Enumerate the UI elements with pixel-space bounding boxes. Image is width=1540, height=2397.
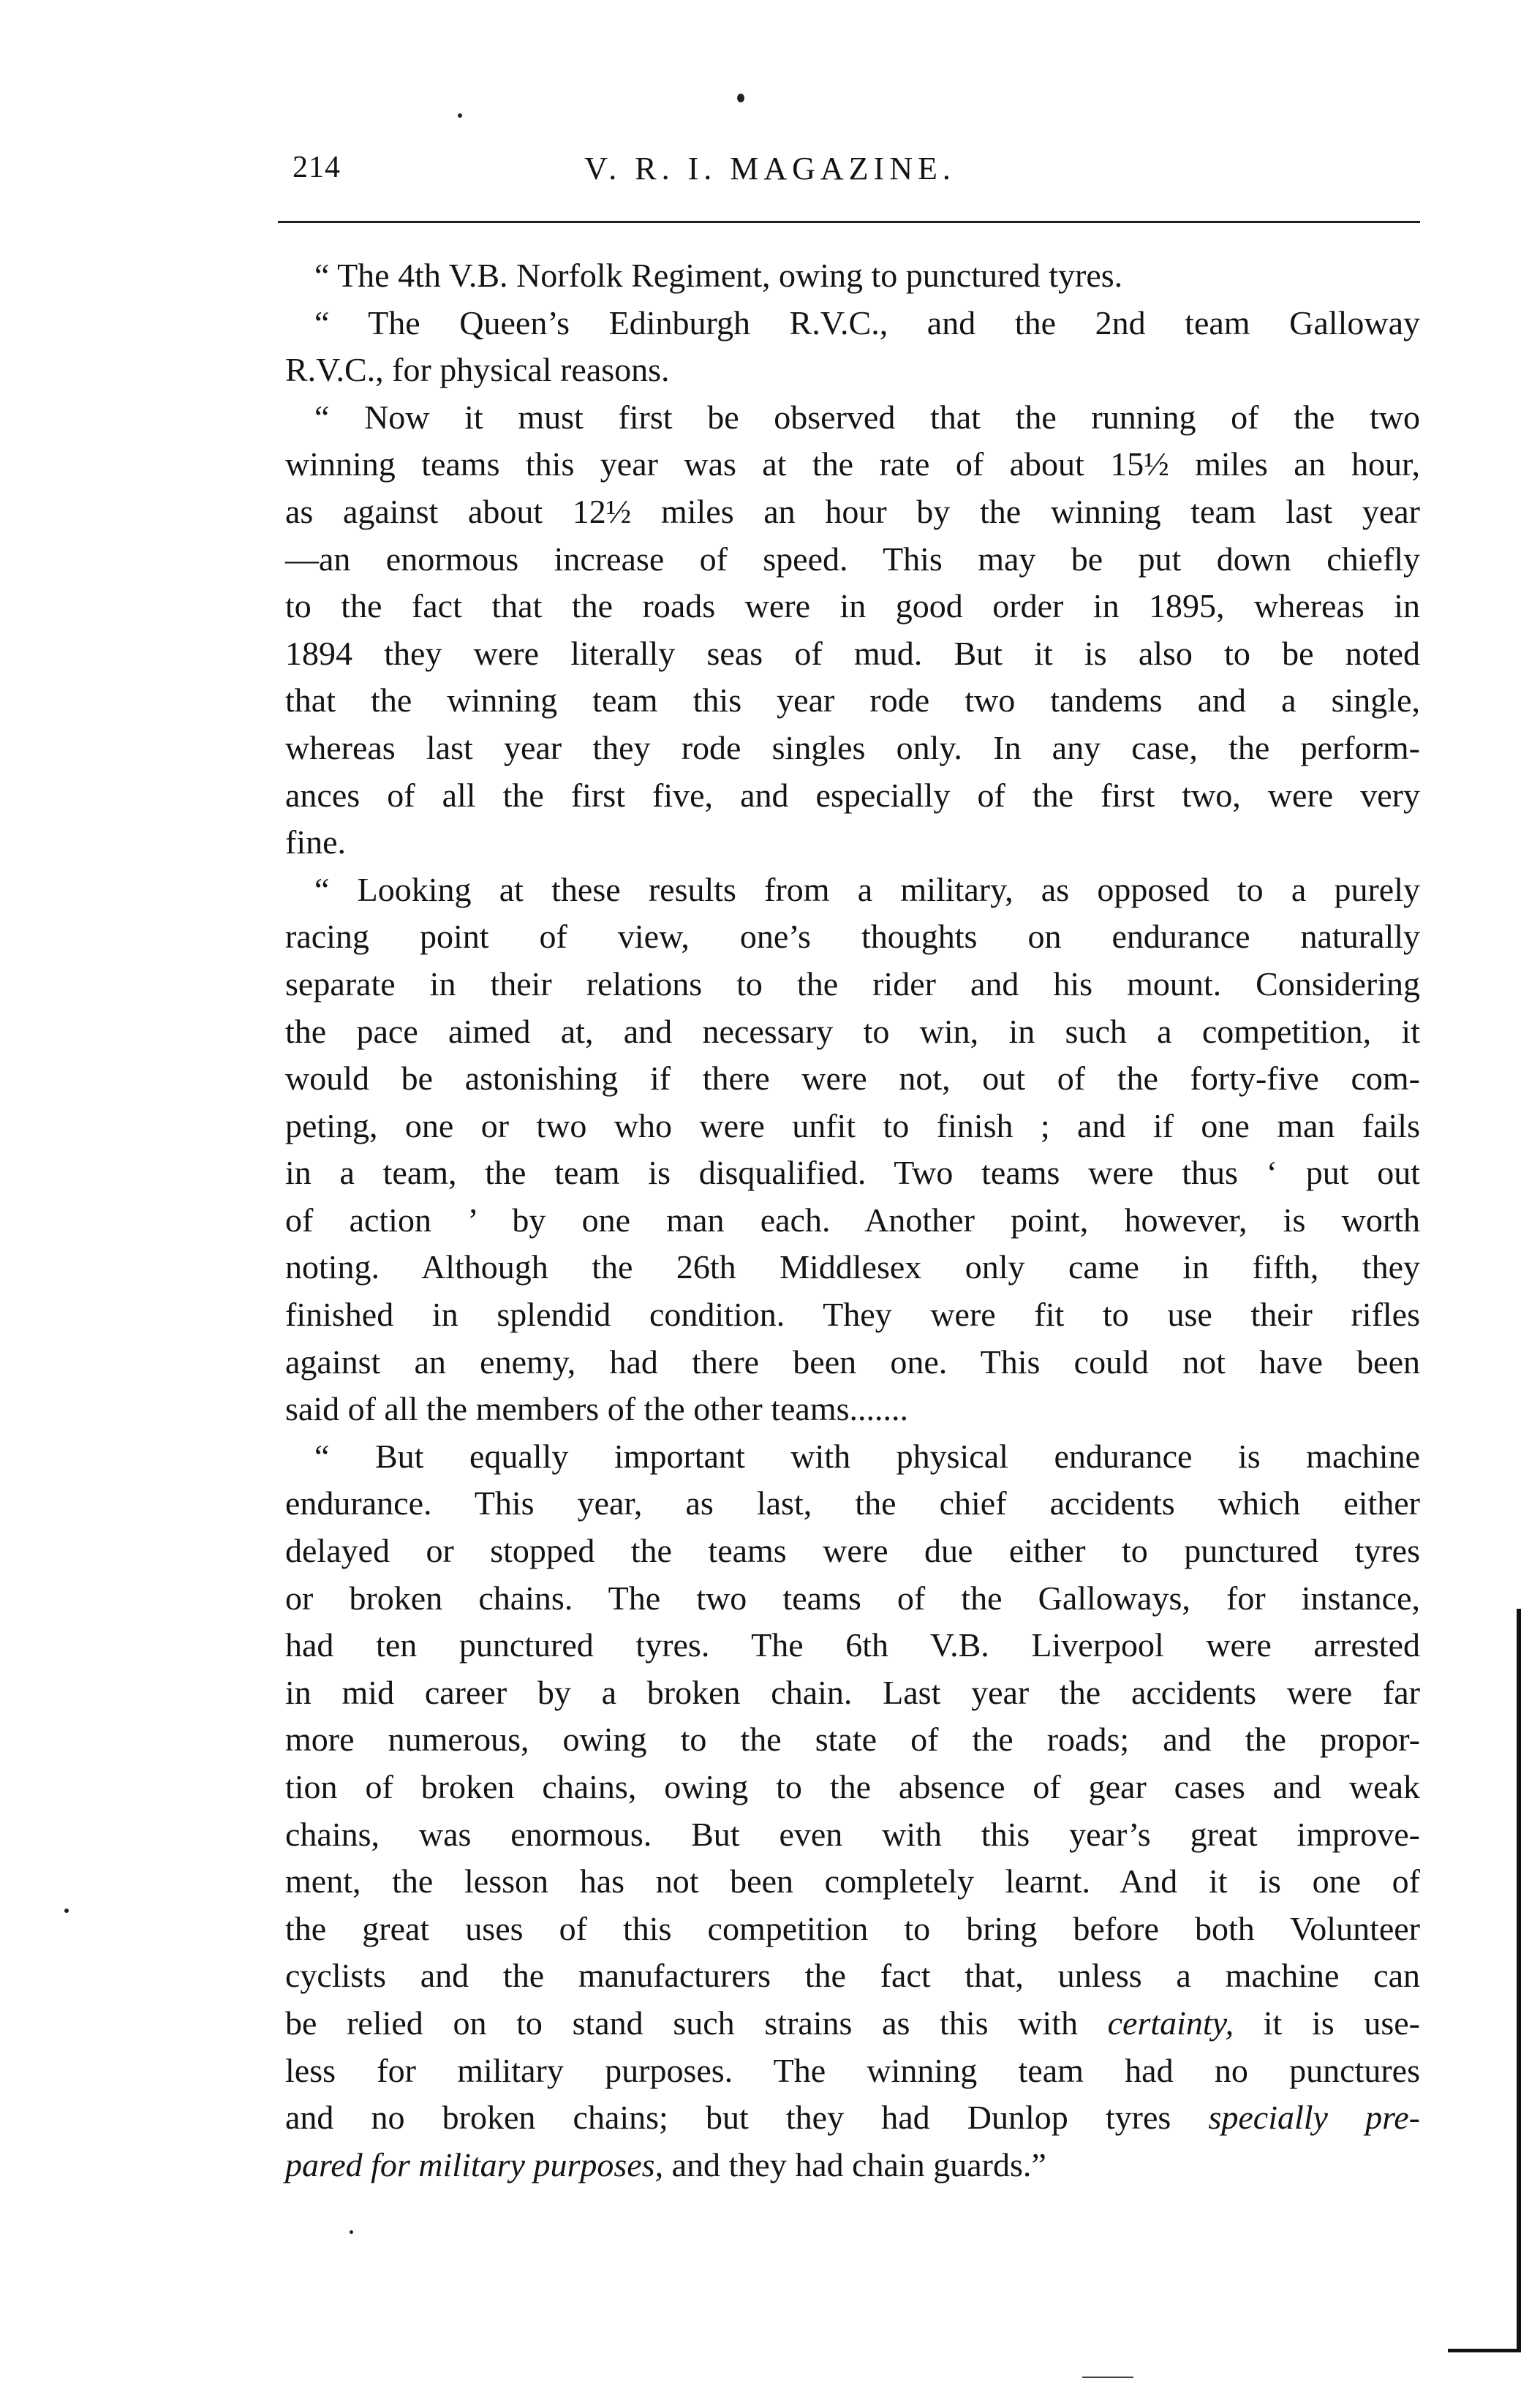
text-line: that the winning team this year rode two tandems and a single, bbox=[285, 682, 1420, 720]
text-line: “ But equally important with physical endurance is machine bbox=[314, 1437, 1420, 1475]
text-line: the pace aimed at, and necessary to win, in such a competition, it bbox=[285, 1012, 1420, 1050]
line-segment: and no broken chains; but they had Dunlop tyres bbox=[285, 2099, 1171, 2137]
text-line: more numerous, owing to the state of the roads; and the propor- bbox=[285, 1721, 1420, 1759]
text-line: noting. Although the 26th Middlesex only came in fifth, they bbox=[285, 1248, 1420, 1286]
smudge-top bbox=[737, 94, 744, 102]
text-line: “ Now it must first be observed that the running of the two bbox=[314, 398, 1420, 436]
text-line: finished in splendid condition. They were fit to use their rifles bbox=[285, 1296, 1420, 1334]
smudge-bottom bbox=[350, 2230, 353, 2234]
text-line: to the fact that the roads were in good order in 1895, whereas in bbox=[285, 587, 1420, 625]
text-line: the great uses of this competition to bring before both Volunteer bbox=[285, 1909, 1420, 1947]
text-line: cyclists and the manufacturers the fact that, unless a machine can bbox=[285, 1957, 1420, 1995]
text-line: less for military purposes. The winning team had no punctures bbox=[285, 2051, 1420, 2089]
running-head: V. R. I. MAGAZINE. bbox=[584, 151, 956, 186]
text-line: against an enemy, had there been one. This could not have been bbox=[285, 1343, 1420, 1381]
text-line: separate in their relations to the rider and his mount. Considering bbox=[285, 965, 1420, 1003]
text-line: whereas last year they rode singles only. In any case, the perform- bbox=[285, 728, 1420, 766]
text-line: 1894 they were literally seas of mud. But it is also to be noted bbox=[285, 634, 1420, 672]
smudge-margin bbox=[64, 1909, 69, 1913]
text-line: said of all the members of the other teams....... bbox=[285, 1390, 909, 1428]
italic-prepared: pared for military purposes, bbox=[285, 2145, 664, 2183]
smudge-left bbox=[458, 113, 462, 118]
text-line: R.V.C., for physical reasons. bbox=[285, 351, 670, 389]
text-line: tion of broken chains, owing to the absence of gear cases and weak bbox=[285, 1768, 1420, 1805]
text-line: ment, the lesson has not been completely learnt. And it is one of bbox=[285, 1862, 1420, 1900]
text-line: peting, one or two who were unfit to finish ; and if one man fails bbox=[285, 1106, 1420, 1144]
line-segment: be relied on to stand such strains as this with bbox=[285, 2004, 1078, 2042]
text-line: winning teams this year was at the rate of about 15½ miles an hour, bbox=[285, 445, 1420, 483]
text-line: would be astonishing if there were not, out of the forty-five com- bbox=[285, 1060, 1420, 1098]
text-line: endurance. This year, as last, the chief accidents which either bbox=[285, 1484, 1420, 1522]
italic-specially: specially pre- bbox=[1208, 2099, 1421, 2137]
text-line-mixed bbox=[285, 2000, 1420, 2047]
text-line: in mid career by a broken chain. Last year the accidents were far bbox=[285, 1673, 1420, 1711]
page-edge-bar bbox=[1517, 1609, 1521, 2351]
text-line-mixed bbox=[285, 2094, 1420, 2142]
body-text bbox=[285, 252, 1420, 2189]
text-line: delayed or stopped the teams were due either to punctured tyres bbox=[285, 1532, 1420, 1570]
line-segment: and they had chain guards.” bbox=[671, 2145, 1046, 2183]
page-number: 214 bbox=[292, 151, 341, 184]
text-line: of action ’ by one man each. Another point, however, is worth bbox=[285, 1201, 1420, 1239]
text-line: as against about 12½ miles an hour by the winning team last year bbox=[285, 492, 1420, 530]
text-line: in a team, the team is disqualified. Two teams were thus ‘ put out bbox=[285, 1154, 1420, 1192]
text-line: racing point of view, one’s thoughts on endurance naturally bbox=[285, 918, 1420, 956]
text-line: ances of all the first five, and especially of the first two, were very bbox=[285, 776, 1420, 814]
text-line-mixed bbox=[285, 2142, 1420, 2189]
text-line: fine. bbox=[285, 823, 347, 861]
text-line: chains, was enormous. But even with this year’s great improve- bbox=[285, 1815, 1420, 1853]
page-edge-foot bbox=[1448, 2349, 1521, 2352]
text-line: or broken chains. The two teams of the Galloways, for instance, bbox=[285, 1579, 1420, 1617]
header-rule bbox=[278, 221, 1420, 223]
text-line: had ten punctured tyres. The 6th V.B. Liverpool were arrested bbox=[285, 1626, 1420, 1664]
bottom-dash bbox=[1082, 2377, 1133, 2378]
line-segment: it is use- bbox=[1263, 2004, 1420, 2042]
text-line: “ The 4th V.B. Norfolk Regiment, owing to punctured tyres. bbox=[314, 257, 1123, 294]
italic-certainty: certainty, bbox=[1107, 2004, 1234, 2042]
text-line: “ The Queen’s Edinburgh R.V.C., and the 2nd team Galloway bbox=[314, 303, 1420, 341]
text-line: “ Looking at these results from a military, as opposed to a purely bbox=[314, 870, 1420, 908]
text-line: —an enormous increase of speed. This may be put down chiefly bbox=[285, 540, 1420, 578]
